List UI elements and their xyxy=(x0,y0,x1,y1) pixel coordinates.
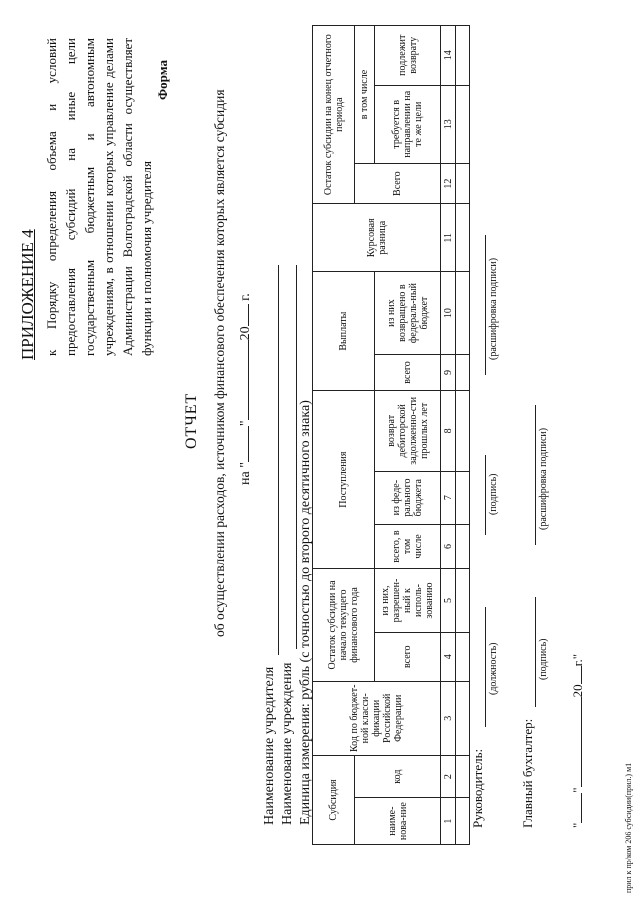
period-day-blank[interactable] xyxy=(248,426,249,462)
accountant-decode-field[interactable] xyxy=(535,405,536,545)
col-receipts: Поступления xyxy=(313,391,375,569)
head-sign-field[interactable] xyxy=(485,455,486,535)
head-label: Руководитель: xyxy=(470,748,485,828)
table-cell[interactable] xyxy=(456,391,470,472)
col-number: 14 xyxy=(441,26,456,86)
period-quote: " xyxy=(238,420,253,427)
col-start-balance: Остаток субсидии на начало текущего финансового года xyxy=(313,569,375,681)
date-day-blank[interactable] xyxy=(581,793,582,823)
col-start-total: всего xyxy=(375,632,441,681)
col-payments-total: всего xyxy=(375,354,441,390)
table-cell[interactable] xyxy=(456,798,470,845)
col-end-balance: Остаток субсидии на конец отчетного периода xyxy=(313,26,355,204)
report-title: ОТЧЕТ xyxy=(183,392,200,449)
report-table xyxy=(312,25,470,845)
date-quote-close: " xyxy=(570,787,585,793)
founder-field[interactable] xyxy=(278,265,279,655)
col-number: 11 xyxy=(441,204,456,272)
institution-label: Наименование учреждения xyxy=(280,662,295,825)
table-cell[interactable] xyxy=(456,681,470,755)
col-start-allowed: из них, разрешен-ный к исполь-зованию xyxy=(375,569,441,633)
head-decode-caption: (расшифровка подписи) xyxy=(488,257,499,360)
head-position-caption: (должность) xyxy=(488,642,499,695)
footer-note: прил к пр/ком 206 субсидии(прил.) м1 xyxy=(624,762,633,893)
col-payments: Выплаты xyxy=(313,272,375,391)
period-suffix: г. xyxy=(238,293,253,301)
accountant-label: Главный бухгалтер: xyxy=(520,718,535,828)
col-end-required: требуется в направлении на те же цели xyxy=(375,85,441,164)
col-number: 9 xyxy=(441,354,456,390)
col-subsidy-name: наиме-нова-ние xyxy=(355,798,441,845)
accountant-sign-field[interactable] xyxy=(535,597,536,707)
period-month-blank[interactable] xyxy=(248,340,249,420)
col-receipts-total: всего, в том числе xyxy=(375,524,441,569)
col-end-total: Всего xyxy=(355,164,441,204)
col-number: 6 xyxy=(441,524,456,569)
table-cell[interactable] xyxy=(456,85,470,164)
date-month-blank[interactable] xyxy=(581,697,582,787)
column-numbers-row xyxy=(441,26,456,845)
col-number: 3 xyxy=(441,681,456,755)
table-cell[interactable] xyxy=(456,26,470,86)
col-subsidy-code: код xyxy=(355,755,441,797)
col-exchange: Курсовая разница xyxy=(313,204,441,272)
col-number: 5 xyxy=(441,569,456,633)
col-number: 1 xyxy=(441,798,456,845)
date-year: 20 xyxy=(570,684,585,698)
col-end-incl: в том числе xyxy=(355,26,375,164)
table-cell[interactable] xyxy=(456,755,470,797)
founder-label: Наименование учредителя xyxy=(262,666,277,825)
form-label: Форма xyxy=(155,60,170,100)
col-number: 8 xyxy=(441,391,456,472)
report-period xyxy=(238,293,254,485)
col-end-return: подлежит возврату xyxy=(375,26,441,86)
col-number: 12 xyxy=(441,164,456,204)
col-number: 4 xyxy=(441,632,456,681)
appendix-title: ПРИЛОЖЕНИЕ 4 xyxy=(18,229,37,360)
accountant-sign-caption: (подпись) xyxy=(538,638,549,680)
period-year-blank[interactable] xyxy=(248,304,249,326)
period-prefix: на " xyxy=(238,462,253,485)
head-decode-field[interactable] xyxy=(485,235,486,375)
date-suffix: г." xyxy=(570,653,585,667)
sign-date xyxy=(570,654,586,828)
col-budget-code: Код по бюджет-ной класси-фикации Российской Федерации xyxy=(313,681,441,755)
table-cell[interactable] xyxy=(456,632,470,681)
report-subtitle: об осуществлении расходов, источником финансового обеспечения которых является субсидия xyxy=(212,89,227,637)
table-cell[interactable] xyxy=(456,272,470,355)
col-number: 13 xyxy=(441,85,456,164)
table-cell[interactable] xyxy=(456,164,470,204)
institution-field[interactable] xyxy=(296,265,297,649)
col-number: 7 xyxy=(441,471,456,524)
preamble-text: к Порядку определения объема и условий предоставления субсидий на иные цели государственным бюджетным и автономным учреждениям, в отношении которых управление делами Администрации Волгоградской области осуществляет функции и полномочия учредителя xyxy=(44,38,154,356)
table-cell[interactable] xyxy=(456,569,470,633)
head-position-field[interactable] xyxy=(485,607,486,727)
period-year: 20 xyxy=(238,326,253,341)
table-cell[interactable] xyxy=(456,524,470,569)
col-receipts-federal: из феде-рального бюджета xyxy=(375,471,441,524)
col-receipts-return: возврат дебиторской задолженно-сти прошлых лет xyxy=(375,391,441,472)
col-number: 2 xyxy=(441,755,456,797)
col-number: 10 xyxy=(441,272,456,355)
accountant-decode-caption: (расшифровка подписи) xyxy=(538,427,549,530)
col-payments-returned: из них возвращено в федераль-ный бюджет xyxy=(375,272,441,355)
table-cell[interactable] xyxy=(456,471,470,524)
date-quote-open: " xyxy=(570,822,585,828)
table-data-row[interactable] xyxy=(456,26,470,845)
table-cell[interactable] xyxy=(456,354,470,390)
head-sign-caption: (подпись) xyxy=(488,473,499,515)
date-year-blank[interactable] xyxy=(581,666,582,684)
unit-label: Единица измерения: рубль (с точностью до второго десятичного знака) xyxy=(298,400,313,825)
table-cell[interactable] xyxy=(456,204,470,272)
col-subsidy: Субсидия xyxy=(313,755,355,844)
